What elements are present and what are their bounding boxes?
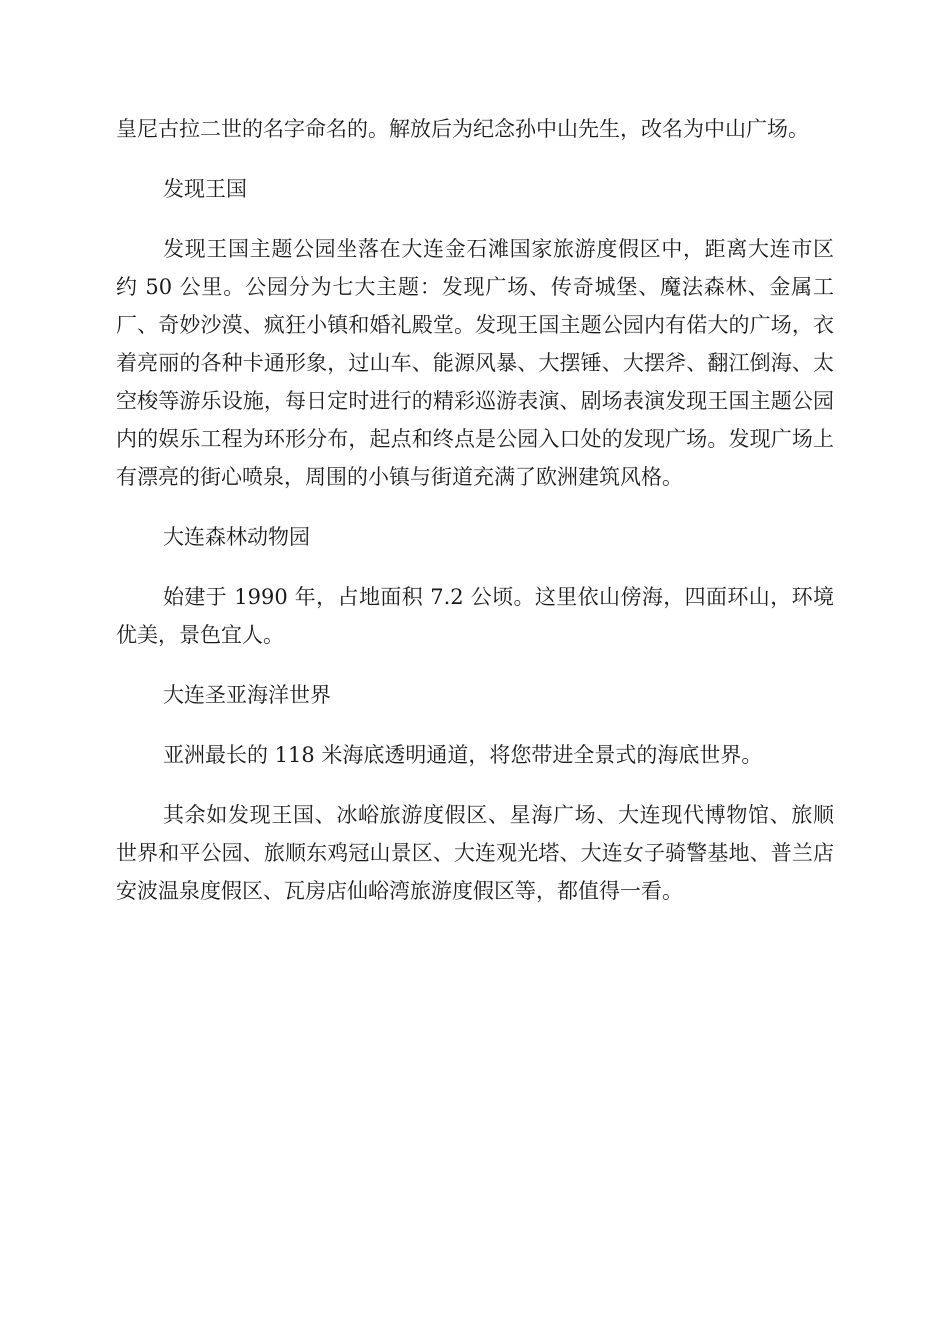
section-body-forest-zoo: 始建于 1990 年，占地面积 7.2 公顷。这里依山傍海，四面环山，环境优美，景色宜人。 xyxy=(116,585,834,647)
section-body-sun-asia-ocean-world: 亚洲最长的 118 米海底透明通道，将您带进全景式的海底世界。 xyxy=(163,743,763,767)
section-heading-forest-zoo: 大连森林动物园 xyxy=(163,525,310,549)
closing-paragraph: 其余如发现王国、冰峪旅游度假区、星海广场、大连现代博物馆、旅顺世界和平公园、旅顺东鸡冠山景区、大连观光塔、大连女子骑警基地、普兰店安波温泉度假区、瓦房店仙峪湾旅游度假区等，都值得一看。 xyxy=(116,803,834,903)
section-body-discovery-kingdom: 发现王国主题公园坐落在大连金石滩国家旅游度假区中，距离大连市区约 50 公里。公园分为七大主题：发现广场、传奇城堡、魔法森林、金属工厂、奇妙沙漠、疯狂小镇和婚礼殿堂。发现王国主题公园内有偌大的广场，衣着亮丽的各种卡通形象，过山车、能源风暴、大摆锤、大摆斧、翻江倒海、太空梭等游乐设施，每日定时进行的精彩巡游表演、剧场表演发现王国主题公园内的娱乐工程为环形分布，起点和终点是公园入口处的发现广场。发现广场上有漂亮的街心喷泉，周围的小镇与街道充满了欧洲建筑风格。 xyxy=(116,237,834,489)
document-body xyxy=(116,110,834,932)
intro-continuation-paragraph: 皇尼古拉二世的名字命名的。解放后为纪念孙中山先生，改名为中山广场。 xyxy=(116,117,809,141)
section-heading-sun-asia-ocean-world: 大连圣亚海洋世界 xyxy=(163,683,331,707)
section-heading-discovery-kingdom: 发现王国 xyxy=(163,177,247,201)
